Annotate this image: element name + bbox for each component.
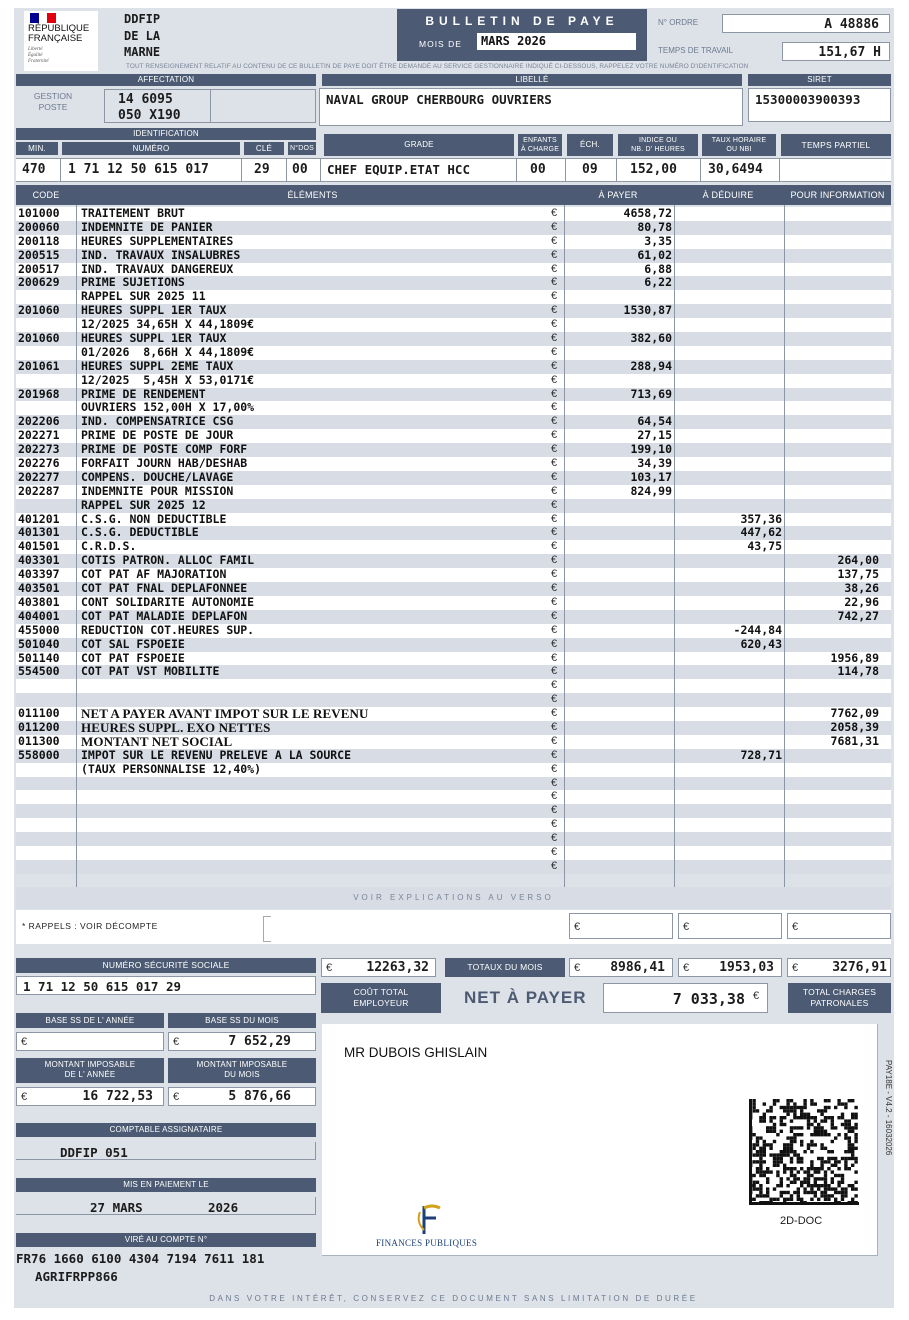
temps-partiel-header: TEMPS PARTIEL xyxy=(781,134,891,156)
comptable-value: DDFIP 051 xyxy=(60,1145,128,1160)
row-pay: 713,69 xyxy=(630,386,672,401)
imp-mois-value: 5 876,66 xyxy=(228,1089,291,1104)
row-label: C.R.D.S. xyxy=(81,539,137,554)
total-deduire-value: 1953,03 xyxy=(719,960,774,975)
row-currency: € xyxy=(551,568,558,581)
row-label: HEURES SUPPL 1ER TAUX xyxy=(81,331,227,346)
row-currency: € xyxy=(551,762,558,775)
row-currency: € xyxy=(551,540,558,553)
row-code: 554500 xyxy=(18,664,60,679)
table-row xyxy=(16,318,891,332)
row-info: 38,26 xyxy=(844,581,879,596)
row-code: 558000 xyxy=(18,747,60,762)
row-pay: 80,78 xyxy=(637,219,672,234)
row-currency: € xyxy=(551,248,558,261)
row-currency: € xyxy=(551,457,558,470)
row-currency: € xyxy=(551,679,558,692)
row-label: COT PAT AF MAJORATION xyxy=(81,567,227,582)
row-pay: 382,60 xyxy=(630,331,672,346)
row-currency: € xyxy=(551,859,558,872)
table-row xyxy=(16,693,891,707)
row-label: INDEMNITE DE PANIER xyxy=(81,219,213,234)
bic-value: AGRIFRPP866 xyxy=(35,1269,118,1284)
finances-publiques-logo xyxy=(376,1204,486,1254)
row-currency: € xyxy=(551,845,558,858)
row-label: REDUCTION COT.HEURES SUP. xyxy=(81,622,255,637)
row-label: INDEMNITE POUR MISSION xyxy=(81,483,234,498)
row-label: OUVRIERS 152,00H X 17,00% xyxy=(81,400,255,415)
lines-table-body xyxy=(16,207,891,874)
row-info: 2058,39 xyxy=(830,719,879,734)
republique-logo xyxy=(24,11,98,71)
table-row xyxy=(16,332,891,346)
row-info: 7681,31 xyxy=(830,733,879,748)
document-reference: PAY18E - V4.2 - 16032026 xyxy=(884,1060,893,1156)
row-code: 501140 xyxy=(18,650,60,665)
row-code: 201060 xyxy=(18,331,60,346)
table-row xyxy=(16,638,891,652)
row-label: 12/2025 5,45H X 53,0171€ xyxy=(81,372,255,387)
rappels-info-box: € xyxy=(787,913,891,939)
table-row xyxy=(16,235,891,249)
row-currency: € xyxy=(551,609,558,622)
row-label: 01/2026 8,66H X 44,1809€ xyxy=(81,344,255,359)
table-row xyxy=(16,610,891,624)
taux-value: 30,6494 xyxy=(708,162,763,177)
table-row xyxy=(16,679,891,693)
row-pay: 6,88 xyxy=(644,261,672,276)
table-row xyxy=(16,471,891,485)
row-pay: 61,02 xyxy=(637,247,672,262)
row-code: 202287 xyxy=(18,483,60,498)
finances-publiques-icon xyxy=(410,1204,450,1236)
total-charges-label: TOTAL CHARGES PATRONALES xyxy=(788,983,891,1013)
row-code: 011200 xyxy=(18,719,60,734)
cout-total-label: COÛT TOTAL EMPLOYEUR xyxy=(321,983,441,1013)
total-payer-box: € xyxy=(569,958,673,977)
total-payer-value: 8986,41 xyxy=(610,960,665,975)
row-currency: € xyxy=(551,498,558,511)
row-currency: € xyxy=(551,443,558,456)
grade-header: GRADE xyxy=(324,134,514,156)
table-row xyxy=(16,207,891,221)
table-row xyxy=(16,401,891,415)
indice-value: 152,00 xyxy=(630,162,677,177)
table-row xyxy=(16,346,891,360)
row-label: FORFAIT JOURN HAB/DESHAB xyxy=(81,456,248,471)
cle-value: 29 xyxy=(254,162,270,177)
row-currency: € xyxy=(551,220,558,233)
row-currency: € xyxy=(551,637,558,650)
row-label: PRIME DE POSTE COMP FORF xyxy=(81,442,248,457)
row-currency: € xyxy=(551,415,558,428)
gestion-poste-label: GESTION POSTE xyxy=(33,91,73,112)
row-deduct: 447,62 xyxy=(740,525,782,540)
row-pay: 824,99 xyxy=(630,483,672,498)
row-label: (TAUX PERSONNALISE 12,40%) xyxy=(81,761,262,776)
taux-header: TAUX HORAIRE OU NBI xyxy=(702,134,776,156)
row-label: IND. COMPENSATRICE CSG xyxy=(81,414,234,429)
row-currency: € xyxy=(551,512,558,525)
row-currency: € xyxy=(551,207,558,219)
table-row xyxy=(16,304,891,318)
row-label: C.S.G. NON DEDUCTIBLE xyxy=(81,511,227,526)
siret-header: SIRET xyxy=(748,74,891,86)
ordre-label: N° ORDRE xyxy=(658,18,699,27)
row-currency: € xyxy=(551,304,558,317)
row-currency: € xyxy=(551,484,558,497)
row-pay: 199,10 xyxy=(630,442,672,457)
ech-header: ÉCH. xyxy=(567,134,613,156)
republique-text: RÉPUBLIQUE FRANÇAISE xyxy=(28,23,90,44)
row-currency: € xyxy=(551,429,558,442)
ndos-value: 00 xyxy=(292,162,308,177)
row-currency: € xyxy=(551,387,558,400)
col-deduire-header: À DÉDUIRE xyxy=(702,190,754,200)
table-row xyxy=(16,513,891,527)
imp-annee-box: € 16 722,53 xyxy=(16,1087,164,1106)
row-code: 403501 xyxy=(18,581,60,596)
row-label: COTIS PATRON. ALLOC FAMIL xyxy=(81,553,255,568)
libelle-header: LIBELLÉ xyxy=(322,74,742,86)
table-row xyxy=(16,290,891,304)
row-code: 201968 xyxy=(18,386,60,401)
nss-value: 1 71 12 50 615 017 29 xyxy=(16,976,316,995)
row-label: NET A PAYER AVANT IMPOT SUR LE REVENU xyxy=(81,706,369,722)
row-code: 455000 xyxy=(18,622,60,637)
row-label: COMPENS. DOUCHE/LAVAGE xyxy=(81,469,234,484)
row-info: 1956,89 xyxy=(830,650,879,665)
row-pay: 6,22 xyxy=(644,275,672,290)
row-code: 200629 xyxy=(18,275,60,290)
col-code-header: CODE xyxy=(32,190,60,200)
doc2d-label: 2D-DOC xyxy=(780,1215,823,1227)
ordre-value: A 48886 xyxy=(722,14,890,33)
table-row xyxy=(16,735,891,749)
gestion-value: 14 6095 xyxy=(118,92,173,107)
row-code: 201060 xyxy=(18,303,60,318)
row-label: CONT SOLIDARITE AUTONOMIE xyxy=(81,594,255,609)
table-row xyxy=(16,624,891,638)
temps-travail-value: 151,67 H xyxy=(782,42,890,61)
row-currency: € xyxy=(551,734,558,747)
row-info: 7762,09 xyxy=(830,706,879,721)
paiement-annee: 2026 xyxy=(208,1200,239,1215)
row-code: 200517 xyxy=(18,261,60,276)
row-code: 403801 xyxy=(18,594,60,609)
row-currency: € xyxy=(551,651,558,664)
min-header: MIN. xyxy=(16,142,58,155)
libelle-value: NAVAL GROUP CHERBOURG OUVRIERS xyxy=(326,92,552,107)
row-label: COT SAL FSPOEIE xyxy=(81,636,185,651)
row-label: HEURES SUPPL 1ER TAUX xyxy=(81,303,227,318)
row-deduct: 357,36 xyxy=(740,511,782,526)
row-deduct: 620,43 xyxy=(740,636,782,651)
row-currency: € xyxy=(551,623,558,636)
row-code: 201061 xyxy=(18,358,60,373)
col-elements-header: ÉLÉMENTS xyxy=(287,190,338,200)
comptable-header: COMPTABLE ASSIGNATAIRE xyxy=(16,1123,316,1137)
row-code: 401201 xyxy=(18,511,60,526)
row-code: 202273 xyxy=(18,442,60,457)
marianne-flag-icon xyxy=(30,13,56,23)
row-info: 22,96 xyxy=(844,594,879,609)
col-payer-header: À PAYER xyxy=(598,190,638,200)
table-row xyxy=(16,221,891,235)
row-deduct: -244,84 xyxy=(733,622,782,637)
numero-header: NUMÉRO xyxy=(62,142,240,155)
table-row xyxy=(16,707,891,721)
row-currency: € xyxy=(551,359,558,372)
base-mois-header: BASE SS DU MOIS xyxy=(168,1013,316,1028)
row-label: PRIME SUJETIONS xyxy=(81,275,185,290)
row-label: PRIME DE RENDEMENT xyxy=(81,386,206,401)
row-code: 404001 xyxy=(18,608,60,623)
table-row xyxy=(16,540,891,554)
row-currency: € xyxy=(551,234,558,247)
row-pay: 288,94 xyxy=(630,358,672,373)
row-code: 403301 xyxy=(18,553,60,568)
siret-value: 15300003900393 xyxy=(755,92,861,107)
row-currency: € xyxy=(551,401,558,414)
table-row xyxy=(16,818,891,832)
table-row xyxy=(16,249,891,263)
table-row xyxy=(16,721,891,735)
temps-travail-label: TEMPS DE TRAVAIL xyxy=(658,46,734,55)
nss-header: NUMÉRO SÉCURITÉ SOCIALE xyxy=(16,958,316,973)
row-label: C.S.G. DEDUCTIBLE xyxy=(81,525,199,540)
grade-value: CHEF EQUIP.ETAT HCC xyxy=(327,162,470,177)
row-currency: € xyxy=(551,262,558,275)
total-info-value: 3276,91 xyxy=(832,960,887,975)
row-pay: 1530,87 xyxy=(623,303,672,318)
verso-text: VOIR EXPLICATIONS AU VERSO xyxy=(353,893,554,902)
table-row xyxy=(16,860,891,874)
numero-value: 1 71 12 50 615 017 xyxy=(68,162,209,177)
total-info-box: € xyxy=(787,958,891,977)
table-row xyxy=(16,846,891,860)
totaux-header: TOTAUX DU MOIS xyxy=(445,958,565,977)
row-info: 114,78 xyxy=(837,664,879,679)
row-currency: € xyxy=(551,554,558,567)
net-a-payer-label: NET À PAYER xyxy=(464,988,587,1007)
table-row xyxy=(16,374,891,388)
row-code: 403397 xyxy=(18,567,60,582)
table-row xyxy=(16,263,891,277)
row-pay: 64,54 xyxy=(637,414,672,429)
row-info: 742,27 xyxy=(837,608,879,623)
poste-value: 050 X190 xyxy=(118,108,181,123)
table-row xyxy=(16,443,891,457)
row-code: 202206 xyxy=(18,414,60,429)
imp-mois-header: MONTANT IMPOSABLE DU MOIS xyxy=(168,1058,316,1083)
row-label: HEURES SUPPL 2EME TAUX xyxy=(81,358,234,373)
row-pay: 4658,72 xyxy=(623,206,672,220)
table-row xyxy=(16,526,891,540)
table-row xyxy=(16,763,891,777)
indice-header: INDICE OU NB. D' HEURES xyxy=(618,134,698,156)
row-code: 401301 xyxy=(18,525,60,540)
finances-publiques-text: FINANCES PUBLIQUES xyxy=(376,1238,478,1248)
row-code: 200060 xyxy=(18,219,60,234)
row-currency: € xyxy=(551,526,558,539)
row-currency: € xyxy=(551,665,558,678)
row-code: 202277 xyxy=(18,469,60,484)
row-currency: € xyxy=(551,707,558,720)
cle-header: CLÉ xyxy=(244,142,284,155)
row-pay: 3,35 xyxy=(644,233,672,248)
row-currency: € xyxy=(551,373,558,386)
table-row xyxy=(16,652,891,666)
enfants-value: 00 xyxy=(530,162,546,177)
base-annee-header: BASE SS DE L' ANNÉE xyxy=(16,1013,164,1028)
table-row xyxy=(16,777,891,791)
table-row xyxy=(16,665,891,679)
row-label: TRAITEMENT BRUT xyxy=(81,206,185,220)
table-row xyxy=(16,790,891,804)
row-currency: € xyxy=(551,318,558,331)
row-label: IMPOT SUR LE REVENU PRELEVE A LA SOURCE xyxy=(81,747,352,762)
rappels-deduire-box: € xyxy=(678,913,782,939)
row-code: 202271 xyxy=(18,428,60,443)
bulletin-title-block xyxy=(397,9,647,61)
table-row xyxy=(16,499,891,513)
row-label: COT PAT FNAL DEPLAFONNEE xyxy=(81,581,248,596)
cout-total-box: € xyxy=(321,958,436,977)
row-label: COT PAT MALADIE DEPLAFON xyxy=(81,608,248,623)
imp-annee-header: MONTANT IMPOSABLE DE L' ANNÉE xyxy=(16,1058,164,1083)
row-currency: € xyxy=(551,595,558,608)
row-currency: € xyxy=(551,720,558,733)
row-label: RAPPEL SUR 2025 12 xyxy=(81,497,206,512)
row-currency: € xyxy=(551,818,558,831)
mois-value: MARS 2026 xyxy=(477,33,636,50)
col-info-header: POUR INFORMATION xyxy=(790,190,885,200)
affectation-header: AFFECTATION xyxy=(16,74,316,86)
enfants-header: ENFANTS À CHARGE xyxy=(518,134,562,156)
table-row xyxy=(16,360,891,374)
row-code: 501040 xyxy=(18,636,60,651)
base-mois-value: 7 652,29 xyxy=(228,1034,291,1049)
compte-header: VIRÉ AU COMPTE N° xyxy=(16,1233,316,1247)
row-currency: € xyxy=(551,776,558,789)
row-deduct: 43,75 xyxy=(747,539,782,554)
table-row xyxy=(16,749,891,763)
row-label: PRIME DE POSTE DE JOUR xyxy=(81,428,234,443)
rappels-text: * RAPPELS : VOIR DÉCOMPTE xyxy=(22,921,158,931)
row-label: HEURES SUPPL. EXO NETTES xyxy=(81,719,271,735)
row-label: COT PAT FSPOEIE xyxy=(81,650,185,665)
imp-mois-box: € 5 876,66 xyxy=(168,1087,316,1106)
row-currency: € xyxy=(551,332,558,345)
footer-text: DANS VOTRE INTÉRÊT, CONSERVEZ CE DOCUMENT SANS LIMITATION DE DURÉE xyxy=(209,1294,698,1303)
table-row xyxy=(16,804,891,818)
cout-total-value: 12263,32 xyxy=(366,960,429,975)
row-currency: € xyxy=(551,693,558,706)
ndos-header: N°DOS xyxy=(288,142,316,155)
row-currency: € xyxy=(551,582,558,595)
row-label: RAPPEL SUR 2025 11 xyxy=(81,289,206,304)
row-currency: € xyxy=(551,276,558,289)
table-row xyxy=(16,388,891,402)
identification-header: IDENTIFICATION xyxy=(16,128,316,140)
row-code: 200515 xyxy=(18,247,60,262)
row-label: HEURES SUPPLEMENTAIRES xyxy=(81,233,234,248)
bulletin-title: BULLETIN DE PAYE xyxy=(425,14,619,28)
row-code: 011300 xyxy=(18,733,60,748)
row-info: 264,00 xyxy=(837,553,879,568)
row-currency: € xyxy=(551,748,558,761)
row-pay: 34,39 xyxy=(637,456,672,471)
table-row xyxy=(16,832,891,846)
row-code: 202276 xyxy=(18,456,60,471)
ech-value: 09 xyxy=(582,162,598,177)
iban-value: FR76 1660 6100 4304 7194 7611 181 xyxy=(16,1251,265,1266)
rappels-payer-box: € xyxy=(569,913,673,939)
table-row xyxy=(16,415,891,429)
net-a-payer-value: 7 033,38 xyxy=(603,983,768,1013)
emetteur: DDFIP DE LA MARNE xyxy=(124,12,161,59)
table-row xyxy=(16,582,891,596)
min-value: 470 xyxy=(22,162,46,177)
row-currency: € xyxy=(551,345,558,358)
row-deduct: 728,71 xyxy=(740,747,782,762)
net-currency: € xyxy=(753,990,760,1002)
row-label: COT PAT VST MOBILITE xyxy=(81,664,220,679)
row-label: IND. TRAVAUX INSALUBRES xyxy=(81,247,241,262)
table-row xyxy=(16,276,891,290)
row-info: 137,75 xyxy=(837,567,879,582)
total-deduire-box: € xyxy=(678,958,782,977)
row-currency: € xyxy=(551,790,558,803)
row-currency: € xyxy=(551,470,558,483)
table-row xyxy=(16,596,891,610)
table-row xyxy=(16,554,891,568)
table-row xyxy=(16,457,891,471)
table-row xyxy=(16,568,891,582)
base-mois-box: € 7 652,29 xyxy=(168,1032,316,1051)
mois-label: MOIS DE xyxy=(419,39,462,49)
row-code: 401501 xyxy=(18,539,60,554)
row-currency: € xyxy=(551,832,558,845)
row-label: 12/2025 34,65H X 44,1809€ xyxy=(81,317,255,332)
qr-code-icon xyxy=(749,1099,859,1205)
row-currency: € xyxy=(551,804,558,817)
row-pay: 27,15 xyxy=(637,428,672,443)
row-code: 200118 xyxy=(18,233,60,248)
row-currency: € xyxy=(551,290,558,303)
row-code: 011100 xyxy=(18,706,60,721)
row-code: 101000 xyxy=(18,206,60,220)
row-label: MONTANT NET SOCIAL xyxy=(81,733,233,749)
row-pay: 103,17 xyxy=(630,469,672,484)
row-label: IND. TRAVAUX DANGEREUX xyxy=(81,261,234,276)
notice-text: TOUT RENSEIGNEMENT RELATIF AU CONTENU DE CE BULLETIN DE PAYE DOIT ÊTRE DEMANDÉ AU SERVICE GESTIONNAIRE INDIQUÉ CI-DESSOUS, RAPPELEZ VOTRE NUMÉRO D'IDENTIFICATION xyxy=(126,63,749,70)
paiement-jour: 27 MARS xyxy=(90,1200,143,1215)
imp-annee-value: 16 722,53 xyxy=(82,1089,153,1104)
table-row xyxy=(16,429,891,443)
base-annee-box: € xyxy=(16,1032,164,1051)
recipient-name: MR DUBOIS GHISLAIN xyxy=(344,1045,488,1060)
table-row xyxy=(16,485,891,499)
devise-text: Liberté Égalité Fraternité xyxy=(28,47,49,64)
paiement-header: MIS EN PAIEMENT LE xyxy=(16,1178,316,1192)
